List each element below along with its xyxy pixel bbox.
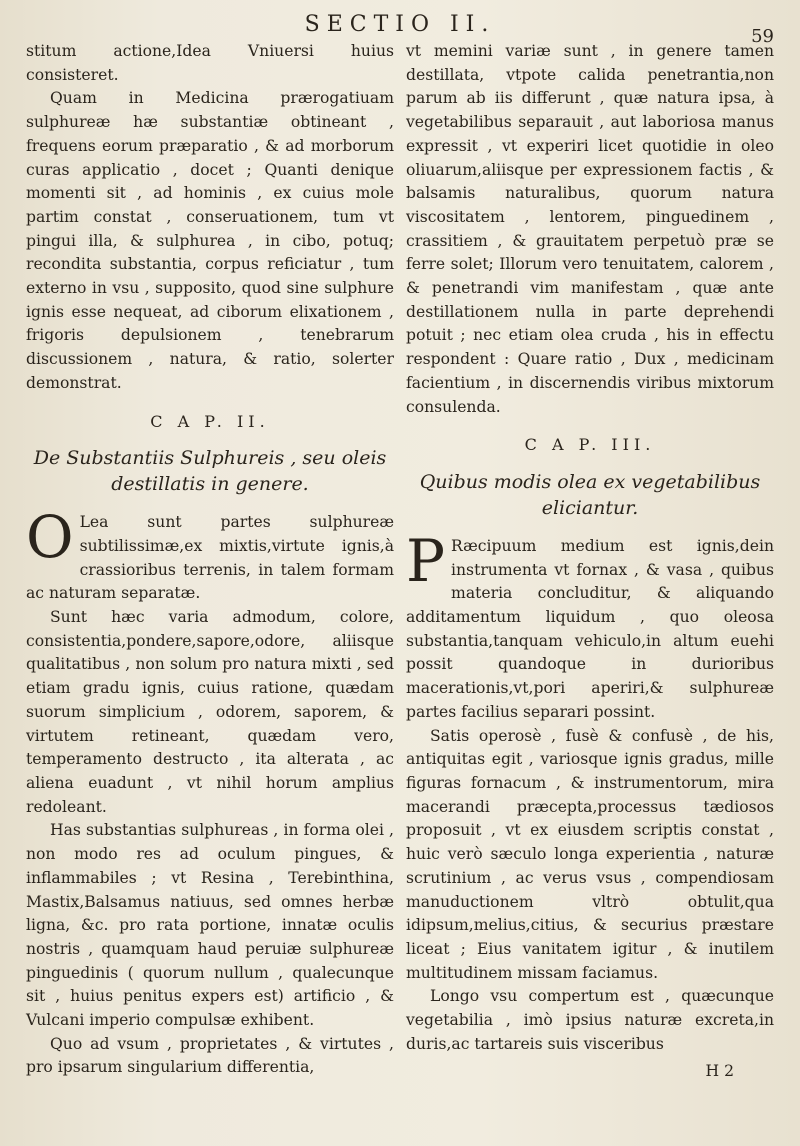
paragraph: stitum actione,Idea Vniuersi huius consisteret. [26, 42, 394, 84]
paragraph-text: Lea sunt partes sulphureæ subtilissimæ,ex mixtis,virtute ignis,à crassioribus terrenis, in talem formam ac naturam separatæ. [26, 513, 394, 603]
left-column [26, 40, 394, 1080]
paragraph: vt memini variæ sunt , in genere tamen destillata, vtpote calida penetrantia,non parum ab iis differunt , quæ natura ipsa, à vegetabilibus separauit , aut laboriosa manus expressit , vt experiri licet quotidie in oleo oliuarum,aliisque per expressionem factis , & balsamis naturalibus, quorum natura viscositatem , lentorem, pinguedinem , crassitiem , & grauitatem perpetuò præ se ferre solet; Illorum vero tenuitatem, calorem , & penetrandi vim manifestam , quæ ante destillationem nulla in parte deprehendi potuit ; nec etiam olea cruda , his in effectu respondent : Quare ratio , Dux , medicinam facientium , in discernendis viribus mixtorum consulenda. [406, 42, 774, 416]
chapter-label: C A P. II. [150, 411, 270, 431]
chapter-heading-line: destillatis in genere. [111, 473, 309, 496]
paragraph [26, 503, 394, 606]
paragraph: Quo ad vsum , proprietates , & virtutes , pro ipsarum singularium differentia, [26, 1034, 394, 1077]
drop-cap: O [26, 503, 74, 572]
chapter-heading [406, 469, 774, 521]
paragraph: Satis operosè , fusè & confusè , de his, antiquitas egit , variosque ignis gradus, mille figuras fornacum , & instrumentorum, mira macerandi præcepta,processus tædiosos proposuit , vt ex eiusdem scriptis constat , huic verò sæculo longa experientia , naturæ scrutinium , ac verus vsus , compendiosam manuductionem vltrò obtulit,qua idipsum,melius,citius, & securius præstare liceat ; Eius vanitatem igitur , & inutilem multitudinem missam faciamus. [406, 726, 774, 982]
paragraph: Sunt hæc varia admodum, colore, consistentia,pondere,sapore,odore, aliisque qualitatibus , non solum pro natura mixti , sed etiam gradu ignis, cuius ratione, quædam suorum simplicium , odorem, saporem, & virtutem retineant, quædam vero, temperamento destructo , ita alterata , ac aliena euadunt , vt nihil horum amplius redoleant. [26, 608, 394, 816]
chapter-heading [26, 445, 394, 497]
chapter-heading-line: De Substantiis Sulphureis , seu oleis [33, 447, 387, 470]
chapter-heading-line: eliciantur. [541, 496, 639, 519]
paragraph: Longo vsu compertum est , quæcunque vegetabilia , imò ipsius naturæ excreta,in duris,ac tartareis suis visceribus [406, 987, 774, 1053]
running-head [0, 8, 800, 47]
paragraph: Has substantias sulphureas , in forma olei , non modo res ad oculum pingues, & inflammabiles ; vt Resina , Terebinthina, Mastix,Balsamus natiuus, sed omnes herbæ ligna, &c. pro rata portione, innatæ oculis nostris , quamquam haud peruiæ sulphureæ pinguedinis ( quorum nullum , qualecunque sit , huius penitus expers est) artificio , & Vulcani imperio compulsæ exhibent. [26, 821, 394, 1030]
running-title: SECTIO II. [304, 12, 496, 37]
paragraph [406, 526, 774, 725]
catchword: H 2 [705, 1062, 734, 1081]
chapter-label: C A P. III. [524, 435, 656, 455]
paragraph-text: Ræcipuum medium est ignis,dein instrumenta vt fornax , & vasa , quibus materia concluditur, & aliquando additamentum liquidum , quo oleosa substantia,tanquam vehiculo,in altum euehi possit quandoque in durioribus macerationis,vt,pori aperiri,& sulphureæ partes facilius separari possint. [406, 536, 774, 721]
drop-cap: P [406, 526, 446, 595]
chapter-heading-line: Quibus modis olea ex vegetabilibus [419, 470, 761, 493]
page-number: 59 [751, 26, 774, 47]
right-column [406, 40, 774, 1084]
paragraph: Quam in Medicina prærogatiuam sulphureæ hæ substantiæ obtineant , frequens eorum præparatio , & ad morborum curas applicatio , docet ; Quanti denique momenti sit , ad hominis , ex cuius mole partim constat , conseruationem, tum vt pingui illa, & sulphurea , in cibo, potuq; recondita substantia, corpus reficiatur , tum externo in vsu , supposito, quod sine sulphure ignis esse nequeat, ad ciborum elixationem , frigoris depulsionem , tenebrarum discussionem , natura, & ratio, solerter demonstrat. [26, 89, 394, 392]
